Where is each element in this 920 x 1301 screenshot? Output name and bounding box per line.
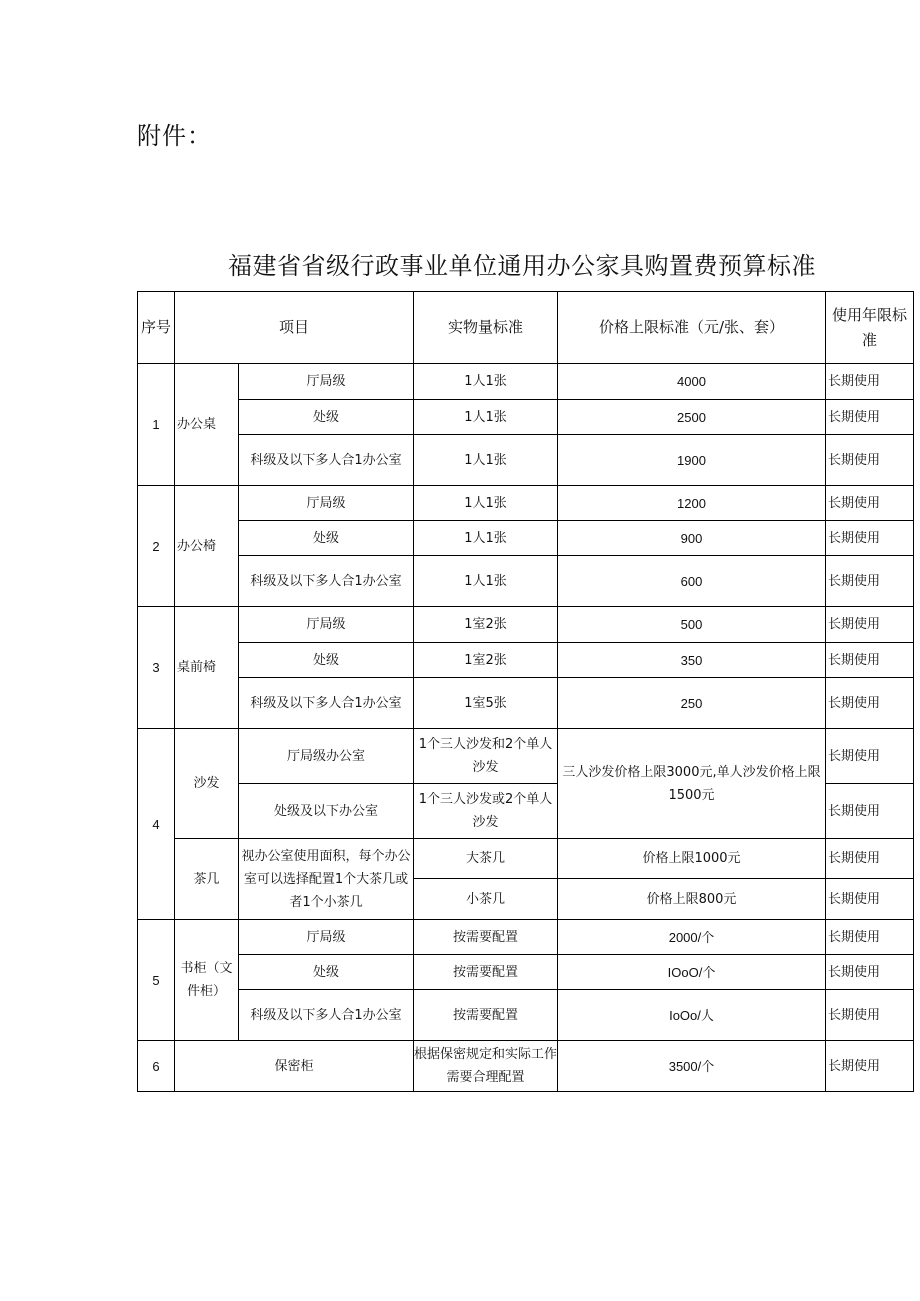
level-cell: 科级及以下多人合1办公室	[239, 990, 414, 1041]
item-name: 桌前椅	[175, 607, 239, 729]
level-cell: 处级	[239, 400, 414, 435]
table-row	[138, 920, 914, 955]
quantity-cell: 大茶几	[414, 839, 558, 879]
level-cell: 科级及以下多人合1办公室	[239, 556, 414, 607]
life-cell: 长期使用	[826, 556, 914, 607]
quantity-cell: 1室5张	[414, 678, 558, 729]
quantity-cell: 1室2张	[414, 643, 558, 678]
level-cell: 处级	[239, 955, 414, 990]
item-name: 茶几	[175, 839, 239, 920]
row-number: 4	[138, 729, 175, 920]
life-cell: 长期使用	[826, 521, 914, 556]
price-cell: 3500/个	[558, 1041, 826, 1092]
quantity-cell: 1人1张	[414, 435, 558, 486]
life-cell: 长期使用	[826, 643, 914, 678]
life-cell: 长期使用	[826, 435, 914, 486]
level-cell: 厅局级	[239, 607, 414, 643]
life-cell: 长期使用	[826, 839, 914, 879]
level-cell: 科级及以下多人合1办公室	[239, 435, 414, 486]
item-name: 办公桌	[175, 364, 239, 486]
header-quantity: 实物量标准	[414, 292, 558, 364]
quantity-cell: 1人1张	[414, 364, 558, 400]
life-cell: 长期使用	[826, 607, 914, 643]
life-cell: 长期使用	[826, 400, 914, 435]
level-cell: 厅局级办公室	[239, 729, 414, 784]
row-number: 1	[138, 364, 175, 486]
life-cell: 长期使用	[826, 879, 914, 920]
price-cell: 2500	[558, 400, 826, 435]
price-cell: 500	[558, 607, 826, 643]
header-life: 使用年限标准	[826, 292, 914, 364]
life-cell: 长期使用	[826, 364, 914, 400]
price-cell: 三人沙发价格上限3000元,单人沙发价格上限1500元	[558, 729, 826, 839]
table-row	[138, 607, 914, 643]
item-name: 书柜（文件柜）	[175, 920, 239, 1041]
table-row	[138, 435, 914, 486]
quantity-cell: 按需要配置	[414, 955, 558, 990]
header-no: 序号	[138, 292, 175, 364]
level-cell: 科级及以下多人合1办公室	[239, 678, 414, 729]
price-cell: 350	[558, 643, 826, 678]
quantity-cell: 根据保密规定和实际工作需要合理配置	[414, 1041, 558, 1092]
level-cell: 厅局级	[239, 364, 414, 400]
furniture-standard-table	[137, 291, 914, 1092]
row-number: 2	[138, 486, 175, 607]
life-cell: 长期使用	[826, 486, 914, 521]
row-number: 3	[138, 607, 175, 729]
quantity-cell: 1室2张	[414, 607, 558, 643]
table-row	[138, 839, 914, 879]
life-cell: 长期使用	[826, 729, 914, 784]
quantity-cell: 按需要配置	[414, 920, 558, 955]
level-cell: 处级及以下办公室	[239, 784, 414, 839]
life-cell: 长期使用	[826, 920, 914, 955]
life-cell: 长期使用	[826, 990, 914, 1041]
life-cell: 长期使用	[826, 784, 914, 839]
table-row	[138, 486, 914, 521]
table-row	[138, 643, 914, 678]
price-cell: IOoO/个	[558, 955, 826, 990]
price-cell: 250	[558, 678, 826, 729]
price-cell: 1900	[558, 435, 826, 486]
table-row	[138, 990, 914, 1041]
table-row	[138, 955, 914, 990]
table-row	[138, 400, 914, 435]
price-cell: 2000/个	[558, 920, 826, 955]
table-row	[138, 521, 914, 556]
header-price: 价格上限标准（元/张、套）	[558, 292, 826, 364]
level-cell: 处级	[239, 521, 414, 556]
price-cell: 价格上限800元	[558, 879, 826, 920]
quantity-cell: 1人1张	[414, 400, 558, 435]
item-name: 保密柜	[175, 1041, 414, 1092]
price-cell: 600	[558, 556, 826, 607]
table-row	[138, 678, 914, 729]
quantity-cell: 1个三人沙发或2个单人沙发	[414, 784, 558, 839]
row-number: 5	[138, 920, 175, 1041]
price-cell: 900	[558, 521, 826, 556]
quantity-cell: 1个三人沙发和2个单人沙发	[414, 729, 558, 784]
table-header-row	[138, 292, 914, 364]
quantity-cell: 1人1张	[414, 521, 558, 556]
price-cell: 4000	[558, 364, 826, 400]
header-item: 项目	[175, 292, 414, 364]
level-cell: 厅局级	[239, 486, 414, 521]
table-row	[138, 556, 914, 607]
quantity-cell: 1人1张	[414, 556, 558, 607]
life-cell: 长期使用	[826, 678, 914, 729]
document-title: 福建省省级行政事业单位通用办公家具购置费预算标准	[228, 252, 816, 280]
table-row	[138, 1041, 914, 1092]
item-name: 办公椅	[175, 486, 239, 607]
attachment-label: 附件：	[137, 122, 212, 150]
life-cell: 长期使用	[826, 955, 914, 990]
level-cell: 处级	[239, 643, 414, 678]
table-row	[138, 729, 914, 784]
price-cell: 1200	[558, 486, 826, 521]
life-cell: 长期使用	[826, 1041, 914, 1092]
quantity-cell: 1人1张	[414, 486, 558, 521]
price-cell: 价格上限1000元	[558, 839, 826, 879]
quantity-cell: 按需要配置	[414, 990, 558, 1041]
quantity-cell: 小茶几	[414, 879, 558, 920]
row-number: 6	[138, 1041, 175, 1092]
level-cell: 厅局级	[239, 920, 414, 955]
item-name: 沙发	[175, 729, 239, 839]
table-row	[138, 364, 914, 400]
level-cell: 视办公室使用面积，每个办公室可以选择配置1个大茶几或者1个小茶几	[239, 839, 414, 920]
price-cell: IoOo/人	[558, 990, 826, 1041]
